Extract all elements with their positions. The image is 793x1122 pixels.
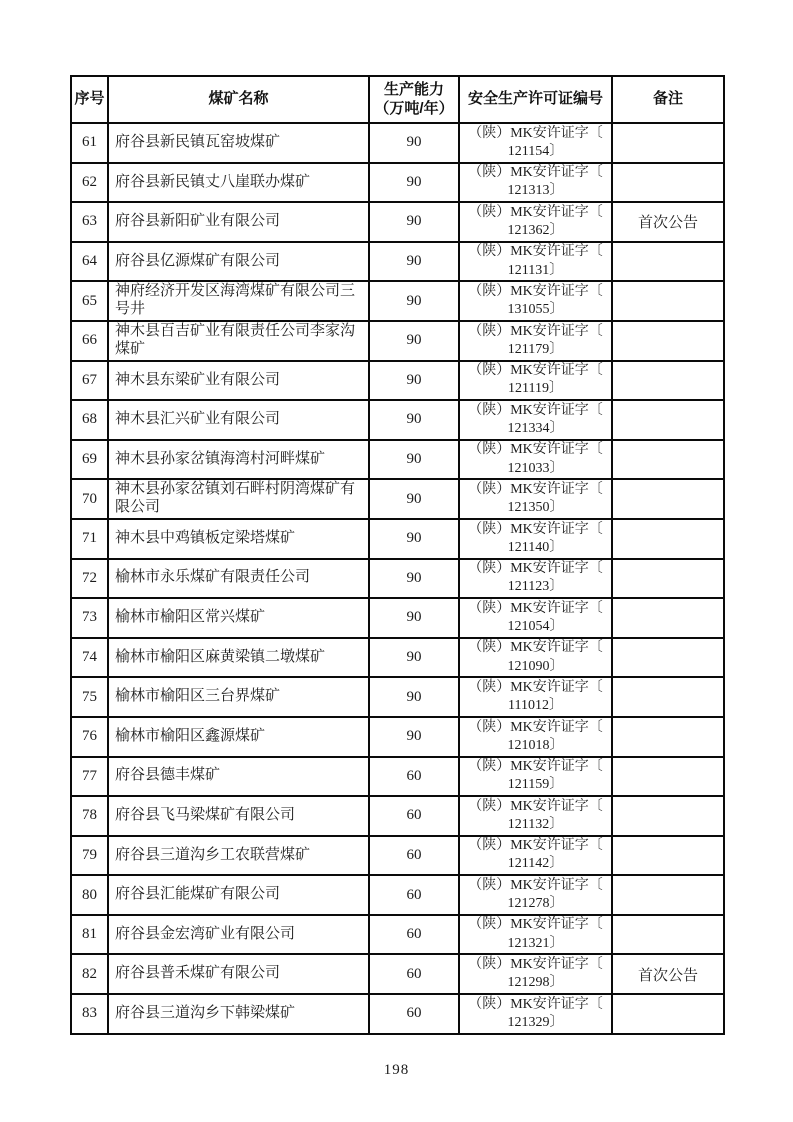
cell-serial-number: 80	[71, 875, 108, 915]
cell-remark	[612, 519, 724, 559]
cell-mine-name: 榆林市榆阳区三台界煤矿	[108, 677, 369, 717]
cell-license	[459, 796, 612, 836]
license-line2: 121119〕	[508, 381, 563, 397]
cell-license	[459, 479, 612, 519]
license-line2: 121159〕	[507, 777, 564, 793]
cell-remark	[612, 875, 724, 915]
cell-mine-name: 榆林市榆阳区常兴煤矿	[108, 598, 369, 638]
license-line1: （陕）MK安许证字〔	[468, 125, 603, 141]
cell-mine-name: 府谷县三道沟乡下韩梁煤矿	[108, 994, 369, 1034]
cell-mine-name: 府谷县飞马梁煤矿有限公司	[108, 796, 369, 836]
cell-remark	[612, 598, 724, 638]
cell-remark: 首次公告	[612, 954, 724, 994]
cell-mine-name: 神木县孙家岔镇刘石畔村阴湾煤矿有限公司	[108, 479, 369, 519]
table-row	[71, 677, 724, 717]
table-row	[71, 954, 724, 994]
cell-license	[459, 836, 612, 876]
table-row	[71, 242, 724, 282]
cell-mine-name: 神木县百吉矿业有限责任公司李家沟煤矿	[108, 321, 369, 361]
table-row	[71, 559, 724, 599]
cell-serial-number: 83	[71, 994, 108, 1034]
cell-remark	[612, 796, 724, 836]
cell-capacity: 90	[369, 440, 459, 480]
table-row	[71, 123, 724, 163]
license-line2: 121313〕	[507, 183, 564, 199]
cell-serial-number: 64	[71, 242, 108, 282]
cell-capacity: 60	[369, 875, 459, 915]
license-line2: 121131〕	[507, 262, 564, 278]
license-line2: 121298〕	[507, 975, 564, 991]
cell-license	[459, 875, 612, 915]
cell-capacity: 90	[369, 123, 459, 163]
license-line2: 121033〕	[507, 460, 564, 476]
cell-capacity: 90	[369, 598, 459, 638]
cell-mine-name: 神木县汇兴矿业有限公司	[108, 400, 369, 440]
cell-remark	[612, 915, 724, 955]
cell-serial-number: 62	[71, 163, 108, 203]
license-line1: （陕）MK安许证字〔	[468, 996, 603, 1012]
table-row	[71, 598, 724, 638]
cell-license	[459, 361, 612, 401]
cell-serial-number: 63	[71, 202, 108, 242]
header-capacity-line1: 生产能力	[383, 80, 444, 98]
cell-remark	[612, 281, 724, 321]
cell-serial-number: 78	[71, 796, 108, 836]
table-row	[71, 400, 724, 440]
cell-serial-number: 74	[71, 638, 108, 678]
license-line1: （陕）MK安许证字〔	[468, 402, 603, 418]
cell-capacity: 60	[369, 757, 459, 797]
cell-license	[459, 915, 612, 955]
cell-mine-name: 府谷县德丰煤矿	[108, 757, 369, 797]
license-line2: 121329〕	[507, 1014, 564, 1030]
license-line1: （陕）MK安许证字〔	[468, 481, 603, 497]
table-row	[71, 717, 724, 757]
header-mine-name: 煤矿名称	[108, 76, 369, 123]
cell-license	[459, 202, 612, 242]
cell-capacity: 90	[369, 361, 459, 401]
cell-serial-number: 79	[71, 836, 108, 876]
cell-serial-number: 61	[71, 123, 108, 163]
table-row	[71, 361, 724, 401]
table-row	[71, 519, 724, 559]
cell-capacity: 90	[369, 677, 459, 717]
header-license-number: 安全生产许可证编号	[459, 76, 612, 123]
cell-capacity: 90	[369, 519, 459, 559]
license-line2: 131055〕	[507, 302, 564, 318]
license-line1: （陕）MK安许证字〔	[468, 640, 603, 656]
license-line1: （陕）MK安许证字〔	[468, 283, 603, 299]
cell-remark	[612, 361, 724, 401]
cell-license	[459, 559, 612, 599]
cell-license	[459, 400, 612, 440]
table-row	[71, 281, 724, 321]
cell-mine-name: 神木县孙家岔镇海湾村河畔煤矿	[108, 440, 369, 480]
cell-license	[459, 519, 612, 559]
cell-license	[459, 321, 612, 361]
cell-serial-number: 69	[71, 440, 108, 480]
cell-remark	[612, 321, 724, 361]
cell-capacity: 90	[369, 479, 459, 519]
cell-license	[459, 163, 612, 203]
cell-mine-name: 府谷县汇能煤矿有限公司	[108, 875, 369, 915]
cell-capacity: 60	[369, 954, 459, 994]
cell-mine-name: 榆林市榆阳区麻黄梁镇二墩煤矿	[108, 638, 369, 678]
license-line2: 121132〕	[507, 816, 564, 832]
cell-capacity: 90	[369, 281, 459, 321]
table-row	[71, 994, 724, 1034]
cell-remark	[612, 123, 724, 163]
cell-remark	[612, 677, 724, 717]
license-line2: 121154〕	[507, 143, 564, 159]
cell-mine-name: 府谷县新民镇瓦窑坡煤矿	[108, 123, 369, 163]
license-line2: 121140〕	[507, 539, 564, 555]
cell-mine-name: 府谷县新阳矿业有限公司	[108, 202, 369, 242]
table-row	[71, 163, 724, 203]
license-line1: （陕）MK安许证字〔	[468, 561, 603, 577]
license-line1: （陕）MK安许证字〔	[468, 244, 603, 260]
cell-capacity: 90	[369, 638, 459, 678]
cell-license	[459, 281, 612, 321]
cell-capacity: 90	[369, 163, 459, 203]
license-line2: 121350〕	[507, 500, 564, 516]
table-row	[71, 321, 724, 361]
cell-remark	[612, 242, 724, 282]
cell-capacity: 90	[369, 321, 459, 361]
cell-license	[459, 677, 612, 717]
cell-capacity: 90	[369, 202, 459, 242]
cell-capacity: 90	[369, 717, 459, 757]
cell-license	[459, 954, 612, 994]
cell-license	[459, 757, 612, 797]
license-line1: （陕）MK安许证字〔	[468, 600, 603, 616]
header-capacity-line2: （万吨/年）	[374, 99, 454, 117]
coal-mine-table	[70, 75, 725, 1035]
cell-serial-number: 67	[71, 361, 108, 401]
cell-capacity: 90	[369, 242, 459, 282]
cell-license	[459, 242, 612, 282]
cell-serial-number: 73	[71, 598, 108, 638]
cell-remark	[612, 717, 724, 757]
cell-license	[459, 994, 612, 1034]
license-line1: （陕）MK安许证字〔	[468, 798, 603, 814]
cell-remark	[612, 479, 724, 519]
cell-license	[459, 440, 612, 480]
cell-serial-number: 75	[71, 677, 108, 717]
license-line2: 121018〕	[507, 737, 564, 753]
license-line1: （陕）MK安许证字〔	[468, 917, 603, 933]
cell-serial-number: 81	[71, 915, 108, 955]
cell-mine-name: 府谷县金宏湾矿业有限公司	[108, 915, 369, 955]
license-line1: （陕）MK安许证字〔	[468, 957, 603, 973]
cell-mine-name: 神府经济开发区海湾煤矿有限公司三号井	[108, 281, 369, 321]
cell-remark	[612, 994, 724, 1034]
license-line1: （陕）MK安许证字〔	[468, 165, 603, 181]
license-line2: 121090〕	[507, 658, 564, 674]
table-row	[71, 796, 724, 836]
license-line2: 111012〕	[508, 698, 563, 714]
table-row	[71, 836, 724, 876]
table-row	[71, 202, 724, 242]
cell-license	[459, 123, 612, 163]
cell-mine-name: 府谷县普禾煤矿有限公司	[108, 954, 369, 994]
cell-mine-name: 府谷县新民镇丈八崖联办煤矿	[108, 163, 369, 203]
license-line1: （陕）MK安许证字〔	[468, 204, 603, 220]
cell-serial-number: 82	[71, 954, 108, 994]
table-row	[71, 915, 724, 955]
cell-remark	[612, 163, 724, 203]
cell-capacity: 60	[369, 796, 459, 836]
cell-capacity: 60	[369, 915, 459, 955]
cell-serial-number: 71	[71, 519, 108, 559]
cell-mine-name: 榆林市永乐煤矿有限责任公司	[108, 559, 369, 599]
cell-serial-number: 70	[71, 479, 108, 519]
cell-mine-name: 神木县中鸡镇板定梁塔煤矿	[108, 519, 369, 559]
license-line2: 121321〕	[507, 935, 564, 951]
table-header-row	[71, 76, 724, 123]
cell-serial-number: 66	[71, 321, 108, 361]
license-line1: （陕）MK安许证字〔	[468, 759, 603, 775]
license-line2: 121179〕	[507, 341, 564, 357]
cell-mine-name: 神木县东梁矿业有限公司	[108, 361, 369, 401]
license-line2: 121278〕	[507, 896, 564, 912]
cell-serial-number: 77	[71, 757, 108, 797]
cell-remark	[612, 559, 724, 599]
page-number: 198	[383, 1062, 410, 1078]
table-row	[71, 440, 724, 480]
header-serial-number: 序号	[71, 76, 108, 123]
license-line2: 121142〕	[507, 856, 564, 872]
cell-remark	[612, 638, 724, 678]
cell-capacity: 60	[369, 836, 459, 876]
license-line1: （陕）MK安许证字〔	[468, 838, 603, 854]
cell-remark: 首次公告	[612, 202, 724, 242]
cell-capacity: 90	[369, 559, 459, 599]
cell-capacity: 60	[369, 994, 459, 1034]
license-line1: （陕）MK安许证字〔	[468, 363, 603, 379]
table-row	[71, 479, 724, 519]
license-line1: （陕）MK安许证字〔	[468, 679, 603, 695]
cell-serial-number: 65	[71, 281, 108, 321]
license-line1: （陕）MK安许证字〔	[468, 877, 603, 893]
cell-license	[459, 638, 612, 678]
cell-mine-name: 府谷县亿源煤矿有限公司	[108, 242, 369, 282]
table-row	[71, 638, 724, 678]
cell-remark	[612, 757, 724, 797]
table-row	[71, 875, 724, 915]
cell-mine-name: 榆林市榆阳区鑫源煤矿	[108, 717, 369, 757]
license-line2: 121123〕	[507, 579, 564, 595]
cell-remark	[612, 440, 724, 480]
cell-serial-number: 72	[71, 559, 108, 599]
license-line1: （陕）MK安许证字〔	[468, 719, 603, 735]
table-row	[71, 757, 724, 797]
cell-remark	[612, 836, 724, 876]
cell-remark	[612, 400, 724, 440]
header-remark: 备注	[612, 76, 724, 123]
cell-license	[459, 717, 612, 757]
header-capacity	[369, 76, 459, 123]
license-line1: （陕）MK安许证字〔	[468, 323, 603, 339]
license-line2: 121054〕	[507, 618, 564, 634]
license-line2: 121362〕	[507, 222, 564, 238]
license-line1: （陕）MK安许证字〔	[468, 442, 603, 458]
cell-mine-name: 府谷县三道沟乡工农联营煤矿	[108, 836, 369, 876]
license-line2: 121334〕	[507, 420, 564, 436]
cell-capacity: 90	[369, 400, 459, 440]
cell-serial-number: 76	[71, 717, 108, 757]
license-line1: （陕）MK安许证字〔	[468, 521, 603, 537]
cell-serial-number: 68	[71, 400, 108, 440]
cell-license	[459, 598, 612, 638]
